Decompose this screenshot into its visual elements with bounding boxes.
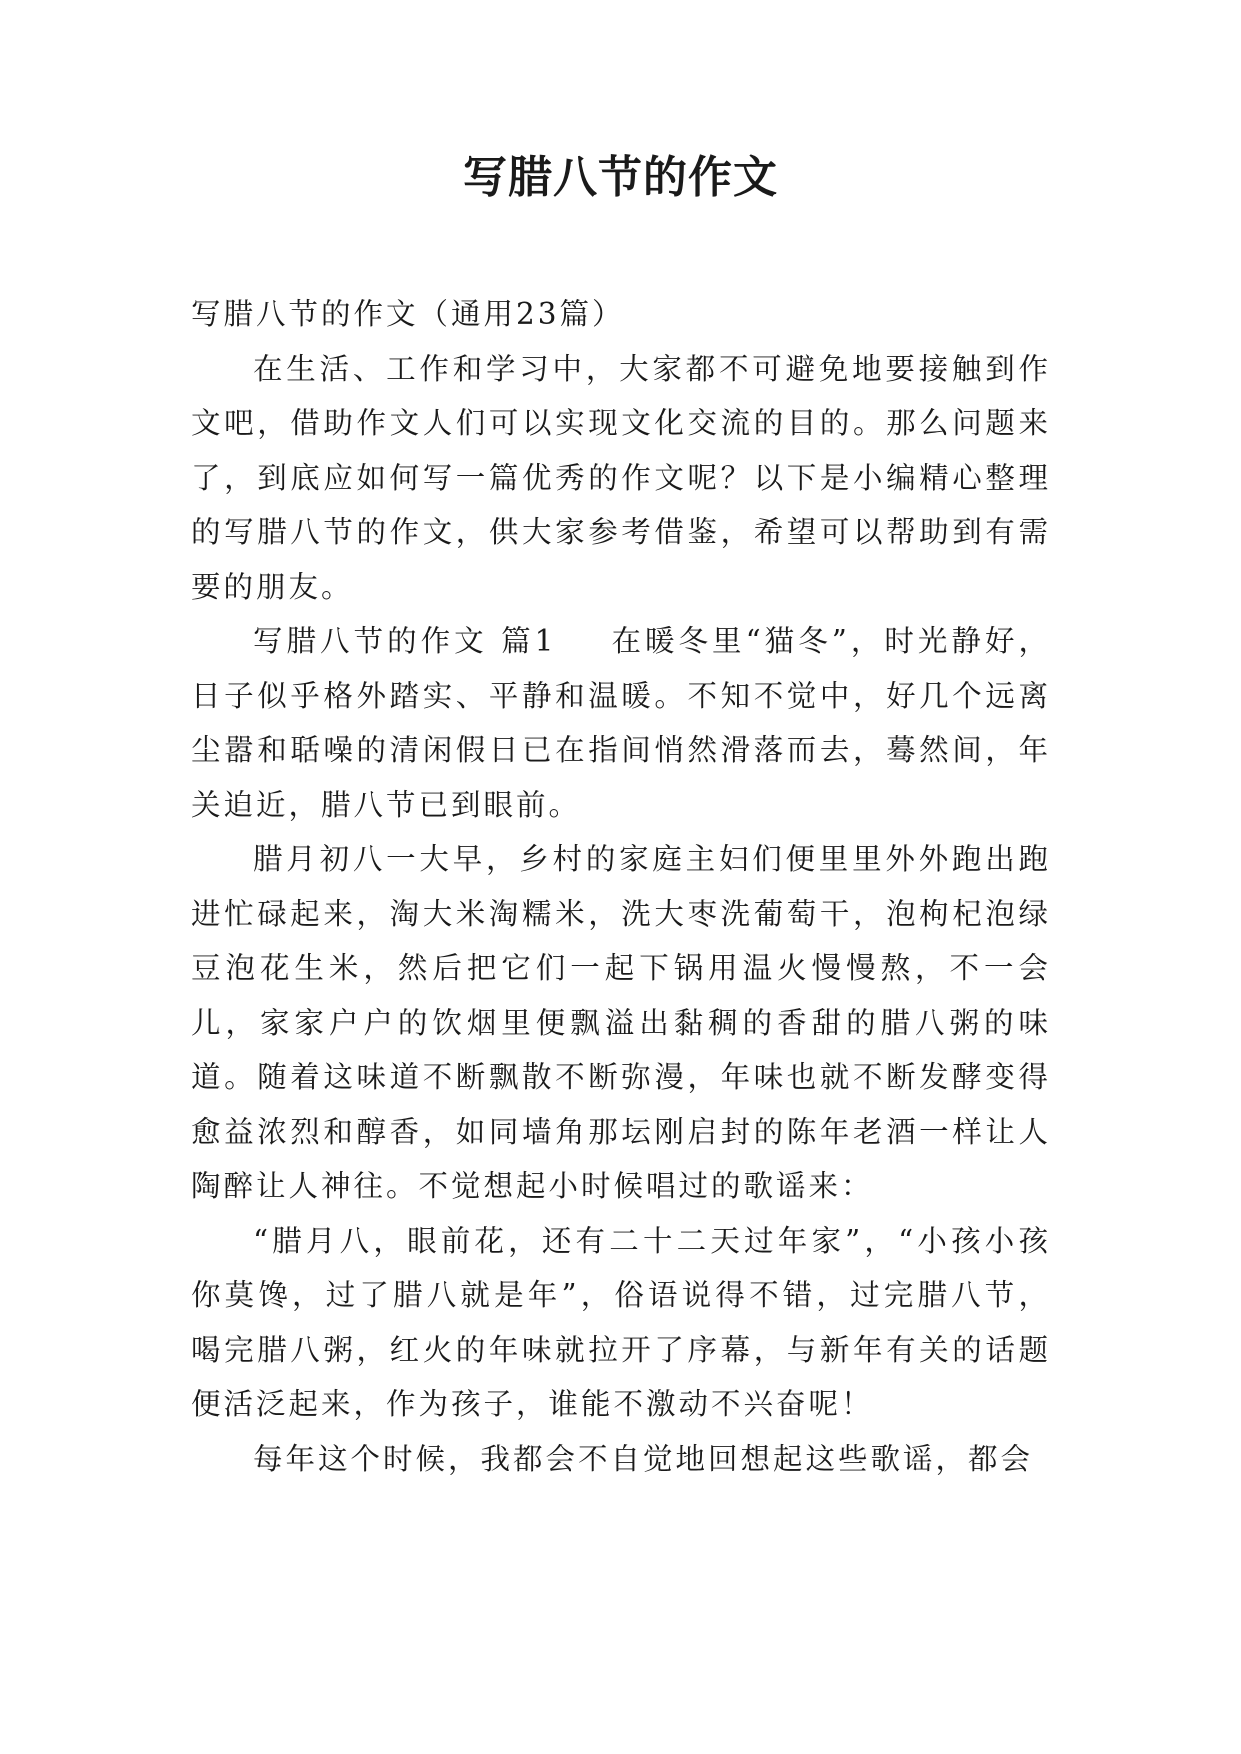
document-body bbox=[191, 287, 1051, 1486]
section-1-paragraph bbox=[191, 614, 1051, 832]
body-paragraph-4: 每年这个时候，我都会不自觉地回想起这些歌谣，都会 bbox=[253, 1441, 1034, 1476]
section-1-text: 在暖冬里“猫冬”，时光静好，日子似乎格外踏实、平静和温暖。不知不觉中，好几个远离尘嚣和聒噪的清闲假日已在指间悄然滑落而去，蓦然间，年关迫近，腊八节已到眼前。 bbox=[191, 624, 1051, 822]
section-heading: 写腊八节的作文 篇1 bbox=[253, 624, 557, 658]
body-paragraph-2: 腊月初八一大早，乡村的家庭主妇们便里里外外跑出跑进忙碌起来，淘大米淘糯米，洗大枣洗葡萄干，泡枸杞泡绿豆泡花生米，然后把它们一起下锅用温火慢慢熬，不一会儿，家家户户的饮烟里便飘溢出黏稠的香甜的腊八粥的味道。随着这味道不断飘散不断弥漫，年味也就不断发酵变得愈益浓烈和醇香，如同墙角那坛刚启封的陈年老酒一样让人陶醉让人神往。不觉想起小时候唱过的歌谣来： bbox=[191, 842, 1051, 1203]
body-paragraph-3: “腊月八，眼前花，还有二十二天过年家”，“小孩小孩你莫馋，过了腊八就是年”，俗语说得不错，过完腊八节，喝完腊八粥，红火的年味就拉开了序幕，与新年有关的话题便活泛起来，作为孩子，谁能不激动不兴奋呢！ bbox=[191, 1223, 1051, 1421]
intro-paragraph: 在生活、工作和学习中，大家都不可避免地要接触到作文吧，借助作文人们可以实现文化交流的目的。那么问题来了，到底应如何写一篇优秀的作文呢？以下是小编精心整理的写腊八节的作文，供大家参考借鉴，希望可以帮助到有需要的朋友。 bbox=[191, 351, 1051, 604]
document-subtitle: 写腊八节的作文（通用23篇） bbox=[191, 297, 625, 331]
document-title: 写腊八节的作文 bbox=[463, 152, 778, 203]
